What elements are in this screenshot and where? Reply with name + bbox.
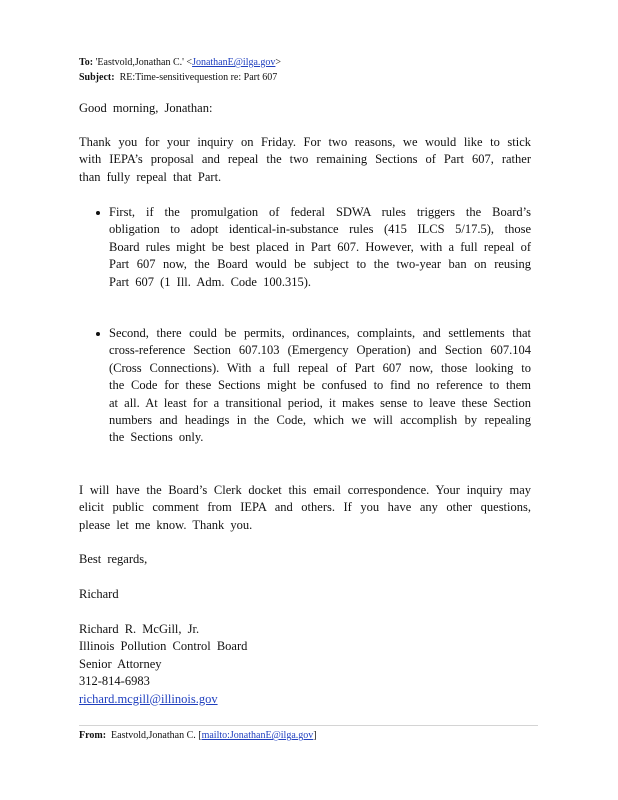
subject-label: Subject: xyxy=(79,72,115,83)
to-label: To: xyxy=(79,57,94,68)
signature-block xyxy=(79,621,262,708)
email-header-subject xyxy=(79,72,277,84)
list-item xyxy=(96,204,531,291)
list-item xyxy=(96,325,531,447)
signature-org: Illinois Pollution Control Board xyxy=(79,639,248,654)
email-header-to xyxy=(79,57,281,69)
closing-line: Best regards, xyxy=(79,552,148,566)
greeting: Good morning, Jonathan: xyxy=(79,101,213,115)
email-header-from xyxy=(79,730,317,742)
sender-first-name: Richard xyxy=(79,587,119,601)
to-close: > xyxy=(275,57,282,68)
subject-text: RE:Time-sensitivequestion re: Part 607 xyxy=(119,72,278,83)
divider xyxy=(79,725,538,726)
reasons-list-2 xyxy=(96,325,531,447)
signature-email-link[interactable]: richard.mcgill@illinois.gov xyxy=(79,691,218,706)
reasons-list xyxy=(96,204,531,291)
signature-name: Richard R. McGill, Jr. xyxy=(79,622,200,636)
from-close: ] xyxy=(313,730,317,741)
signature-phone: 312-814-6983 xyxy=(79,674,150,689)
signature-title: Senior Attorney xyxy=(79,656,162,671)
paragraph-closing: I will have the Board’s Clerk docket this email correspondence. Your inquiry may elicit public comment from IEPA and others. If you have any other questions, please let me know. Thank you. xyxy=(79,483,531,532)
bullet-icon xyxy=(96,332,100,336)
from-label: From: xyxy=(79,730,107,741)
bullet-text-second: Second, there could be permits, ordinances, complaints, and settlements that cross-reference Section 607.103 (Emergency Operation) and Section 607.104 (Cross Connections). With a full repeal of Part 607 now, those looking to the Code for these Sections might be confused to find no reference to them at all. At least for a transitional period, it makes sense to leave these Section numbers and headings in the Code, which we will accomplish by repealing the Sections only. xyxy=(109,326,531,445)
from-name: Eastvold,Jonathan C. [ xyxy=(111,730,202,741)
bullet-text-first: First, if the promulgation of federal SDWA rules triggers the Board’s obligation to adopt identical-in-substance rules (415 ILCS 5/17.5), those Board rules might be best placed in Part 607. However, with a full repeal of Part 607 now, the Board would be subject to the two-year ban on reusing Part 607 (1 Ill. Adm. Code 100.315). xyxy=(109,205,531,289)
paragraph-intro: Thank you for your inquiry on Friday. For two reasons, we would like to stick with IEPA’s proposal and repeal the two remaining Sections of Part 607, rather than fully repeal that Part. xyxy=(79,135,531,184)
from-mailto-link[interactable]: mailto:JonathanE@ilga.gov xyxy=(201,730,314,741)
to-name: 'Eastvold,Jonathan C.' < xyxy=(95,57,193,68)
bullet-icon xyxy=(96,211,100,215)
to-email-link[interactable]: JonathanE@ilga.gov xyxy=(192,57,276,68)
